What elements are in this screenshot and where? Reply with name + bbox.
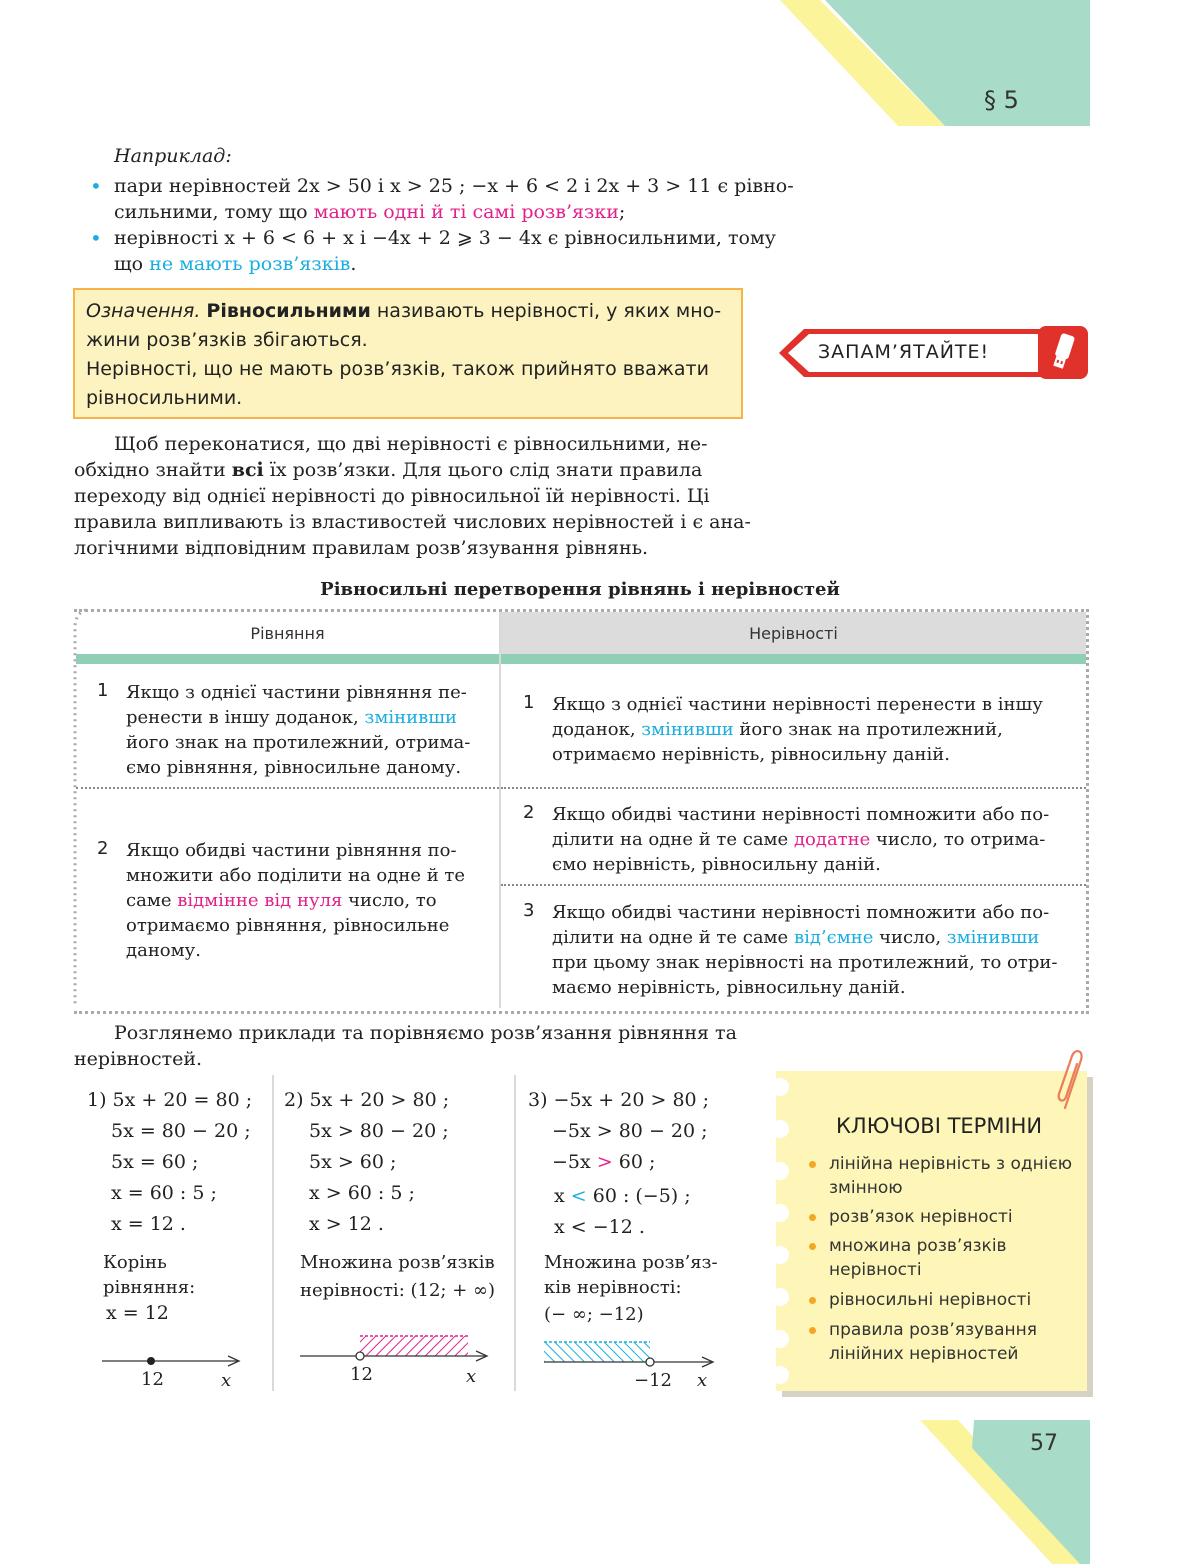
ex3-line-2: −5x > 80 − 20 ; bbox=[552, 1120, 708, 1142]
header-decoration bbox=[780, 0, 1090, 126]
paragraph-line-1: Щоб переконатися, що дві нерівності є рівносильними, не- bbox=[114, 433, 708, 455]
example-item-2-line-2: що не мають розв’язків. bbox=[114, 253, 357, 275]
key-term-1-line-1: лінійна нерівність з однією bbox=[829, 1154, 1073, 1174]
example-item-1-line-2: сильними, тому що мають одні й ті самі розв’язки; bbox=[114, 201, 626, 223]
ineq-rule-3-line-3: при цьому знак нерівності на протилежний, то отри- bbox=[552, 952, 1058, 973]
example-item-2-line-1: • нерівності x + 6 < 6 + x і −4x + 2 ⩾ 3 − 4x є рівносильними, тому bbox=[114, 225, 776, 251]
paragraph-line-2: обхідно знайти всі їх розв’язки. Для цього слід знати правила bbox=[74, 459, 703, 481]
paragraph-line-5: логічними відповідним правилам розв’язування рівнянь. bbox=[74, 537, 649, 559]
ex2-line-4: x > 60 : 5 ; bbox=[309, 1182, 415, 1204]
footer-decoration bbox=[920, 1420, 1090, 1564]
key-term-4: рівносильні нерівності bbox=[829, 1290, 1032, 1310]
page-number: 57 bbox=[1030, 1431, 1058, 1456]
table-col-divider bbox=[499, 612, 501, 1008]
ex3-line-5: x < −12 . bbox=[554, 1216, 645, 1238]
key-term-1-line-2: змінною bbox=[829, 1178, 903, 1198]
table-caption: Рівносильні перетворення рівнянь і нерівностей bbox=[320, 579, 840, 600]
section-number: § 5 bbox=[984, 86, 1019, 114]
ineq-rule-1-line-1: Якщо з однієї частини нерівності перенести в іншу bbox=[552, 694, 1043, 715]
ex2-line-5: x > 12 . bbox=[309, 1213, 384, 1235]
ineq-rule-2-line-1: Якщо обидві частини нерівності помножити або по- bbox=[552, 804, 1050, 825]
ex3-caption-2: ків нерівності: bbox=[544, 1277, 682, 1298]
ex2-caption-2: нерівності: (12; + ∞) bbox=[300, 1280, 496, 1301]
ineq-rule-1-line-2: доданок, змінивши його знак на протилежний, bbox=[552, 719, 1003, 740]
eq-rule-1-number: 1 bbox=[97, 680, 109, 701]
example-item-1-line-1: • пари нерівностей 2x > 50 і x > 25 ; −x + 6 < 2 і 2x + 3 > 11 є рівно- bbox=[114, 173, 794, 199]
key-term-bullet bbox=[809, 1161, 816, 1168]
ex2-axis-label: x bbox=[466, 1366, 477, 1387]
ex1-line-5: x = 12 . bbox=[111, 1213, 186, 1235]
example-title: Наприклад: bbox=[114, 145, 232, 167]
ex1-line-2: 5x = 80 − 20 ; bbox=[111, 1120, 251, 1142]
eq-rule-2-line-4: отримаємо рівняння, рівносильне bbox=[126, 915, 450, 936]
example-divider-1 bbox=[272, 1075, 274, 1391]
example-divider-2 bbox=[514, 1075, 516, 1391]
ineq-rule-3-line-4: маємо нерівність, рівносильну даній. bbox=[552, 977, 906, 998]
eq-rule-2-line-5: даному. bbox=[126, 940, 201, 961]
ineq-rule-3-number: 3 bbox=[523, 900, 535, 921]
ex2-line-2: 5x > 80 − 20 ; bbox=[309, 1120, 449, 1142]
eq-rule-2-line-1: Якщо обидві частини рівняння по- bbox=[126, 840, 457, 861]
eq-rule-1-line-1: Якщо з однієї частини рівняння пе- bbox=[126, 682, 467, 703]
eq-rule-1-line-3: його знак на протилежний, отрима- bbox=[126, 732, 471, 753]
ex3-caption-1: Множина розв’яз- bbox=[544, 1252, 718, 1273]
ex1-caption-1: Корінь bbox=[103, 1252, 167, 1273]
eq-rule-1-line-4: ємо рівняння, рівносильне даному. bbox=[126, 757, 462, 778]
ineq-rule-3-line-2: ділити на одне й те саме від’ємне число, змінивши bbox=[552, 927, 1040, 948]
ex3-line-1: 3) −5x + 20 > 80 ; bbox=[528, 1089, 710, 1111]
table-left-edge bbox=[70, 606, 90, 1011]
eq-rule-1-line-2: ренести в іншу доданок, змінивши bbox=[126, 707, 457, 728]
ex1-line-4: x = 60 : 5 ; bbox=[111, 1182, 217, 1204]
ex1-caption-2: рівняння: bbox=[103, 1277, 196, 1298]
table-header-equations: Рівняння bbox=[250, 624, 325, 643]
ex2-tick-label: 12 bbox=[350, 1364, 373, 1385]
ex3-caption-3: (− ∞; −12) bbox=[544, 1304, 644, 1325]
key-term-bullet bbox=[809, 1214, 816, 1221]
ex3-line-4: x < 60 : (−5) ; bbox=[554, 1185, 691, 1207]
eq-rule-2-line-2: множити або поділити на одне й те bbox=[126, 865, 466, 886]
ineq-rule-3-line-1: Якщо обидві частини нерівності помножити або по- bbox=[552, 902, 1050, 923]
ineq-rule-2-line-3: ємо нерівність, рівносильну даній. bbox=[552, 854, 881, 875]
paperclip-icon bbox=[1055, 1048, 1091, 1114]
eq-rule-2-number: 2 bbox=[97, 838, 109, 859]
ex3-tick-label: −12 bbox=[634, 1370, 672, 1391]
key-term-5-line-2: лінійних нерівностей bbox=[829, 1344, 1019, 1364]
paragraph-line-4: правила випливають із властивостей числових нерівностей і є ана- bbox=[74, 511, 751, 533]
remember-label: ЗАПАМ’ЯТАЙТЕ! bbox=[818, 341, 990, 363]
eq-rule-2-line-3: саме відмінне від нуля число, то bbox=[126, 890, 437, 911]
ex1-tick-label: 12 bbox=[141, 1369, 164, 1390]
ex3-axis-label: x bbox=[697, 1370, 708, 1391]
definition-box: Означення. Рівносильними називають нерівності, у яких мно- жини розв’язків збігаються. Нерівності, що не мають розв’язків, також прийнято вважати рівносильними. bbox=[73, 288, 743, 419]
table-header-rule bbox=[76, 654, 1086, 664]
table-header-inequalities: Нерівності bbox=[749, 624, 838, 643]
ex2-line-1: 2) 5x + 20 > 80 ; bbox=[284, 1089, 450, 1111]
key-term-bullet bbox=[809, 1243, 816, 1250]
ineq-rule-1-number: 1 bbox=[523, 692, 535, 713]
ex2-caption-1: Множина розв’язків bbox=[300, 1252, 495, 1273]
ex1-caption-3: x = 12 bbox=[106, 1302, 169, 1324]
key-term-bullet bbox=[809, 1297, 816, 1304]
ex2-number-line bbox=[298, 1334, 493, 1368]
ex1-line-3: 5x = 60 ; bbox=[111, 1151, 199, 1173]
table-row-divider-right-1 bbox=[501, 787, 1086, 789]
key-term-5-line-1: правила розв’язування bbox=[829, 1320, 1037, 1340]
table-row-divider-left bbox=[76, 787, 499, 789]
notebook-holes bbox=[770, 1075, 792, 1387]
ex2-line-3: 5x > 60 ; bbox=[309, 1151, 397, 1173]
ex3-line-3: −5x > 60 ; bbox=[552, 1151, 656, 1173]
ex3-number-line bbox=[542, 1340, 722, 1374]
intro-line-1: Розглянемо приклади та порівняємо розв’язання рівняння та bbox=[114, 1022, 737, 1044]
ineq-rule-2-line-2: ділити на одне й те саме додатне число, то отрима- bbox=[552, 829, 1046, 850]
table-row-divider-right-2 bbox=[501, 884, 1086, 886]
ineq-rule-2-number: 2 bbox=[523, 802, 535, 823]
intro-line-2: нерівностей. bbox=[74, 1048, 203, 1070]
key-term-2: розв’язок нерівності bbox=[829, 1207, 1013, 1227]
paragraph-line-3: переходу від однієї нерівності до рівносильної їй нерівності. Ці bbox=[74, 485, 710, 507]
key-term-bullet bbox=[809, 1327, 816, 1334]
ex1-line-1: 1) 5x + 20 = 80 ; bbox=[87, 1089, 253, 1111]
ex1-axis-label: x bbox=[221, 1370, 232, 1391]
key-term-3-line-1: множина розв’язків bbox=[829, 1236, 1007, 1256]
key-term-3-line-2: нерівності bbox=[829, 1260, 922, 1280]
ineq-rule-1-line-3: отримаємо нерівність, рівносильну даній. bbox=[552, 744, 950, 765]
key-terms-title: КЛЮЧОВІ ТЕРМІНИ bbox=[836, 1114, 1043, 1138]
